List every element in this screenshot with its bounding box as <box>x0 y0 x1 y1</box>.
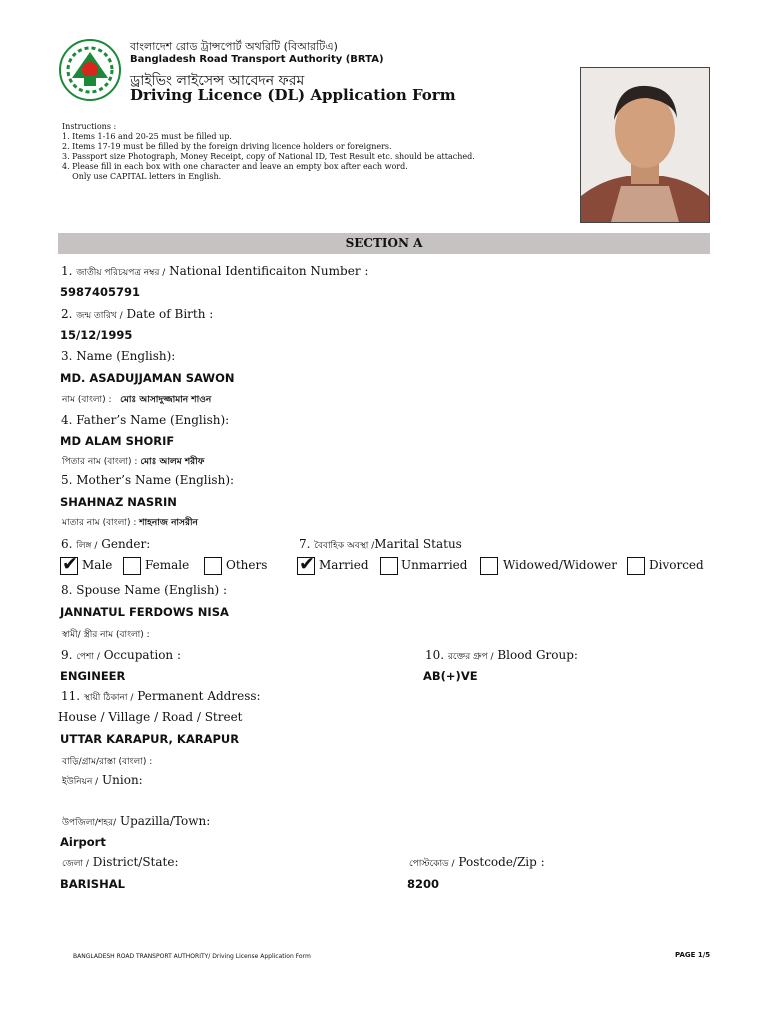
marital-married-checkbox[interactable] <box>297 553 315 575</box>
mother-name-value: SHAHNAZ NASRIN <box>60 495 177 509</box>
father-name-label: 4. Father’s Name (English): <box>61 413 230 427</box>
occupation-value: ENGINEER <box>60 669 126 683</box>
nid-label: 1. জাতীয় পরিচয়পত্র নম্বর / National Identificaiton Number : <box>61 264 369 278</box>
marital-married-label: Married <box>319 558 369 572</box>
name-bn: নাম (বাংলা) : মোঃ আসাদুজ্জামান শাওন <box>62 395 212 405</box>
union-label: ইউনিয়ন / Union: <box>62 773 143 787</box>
house-label: House / Village / Road / Street <box>58 710 243 724</box>
district-value: BARISHAL <box>60 877 125 891</box>
mother-name-bn: মাতার নাম (বাংলা) : শাহনাজ নাসরীন <box>62 518 198 528</box>
upazila-value: Airport <box>60 835 106 849</box>
gender-female-checkbox[interactable] <box>123 557 141 575</box>
spouse-name-label: 8. Spouse Name (English) : <box>61 583 228 597</box>
form-title: Driving Licence (DL) Application Form <box>130 86 456 104</box>
postcode-value: 8200 <box>407 877 440 891</box>
upazila-label: উপজিলা/শহর/ Upazilla/Town: <box>62 814 211 828</box>
dob-label: 2. জন্ম তারিখ / Date of Birth : <box>61 307 214 321</box>
mother-name-label: 5. Mother’s Name (English): <box>61 473 235 487</box>
instructions: Instructions : 1. Items 1-16 and 20-25 must be filled up. 2. Items 17-19 must be filled by the foreign driving licence holders or foreigners. 3. Passport size Photograph, Money Receipt, copy of National ID, Test Result etc. should be attached. 4. Please fill in each box with one character and leave an empty box after each word. Only use CAPITAL letters in English. <box>62 122 475 181</box>
form-title-bn: ড্রাইভিং লাইসেন্স আবেদন ফরম <box>130 73 305 89</box>
gender-label: 6. লিঙ্গ / Gender: <box>61 537 151 551</box>
spouse-name-bn: স্বামী/ স্ত্রীর নাম (বাংলা) : <box>62 630 150 640</box>
marital-unmarried-label: Unmarried <box>401 558 468 572</box>
district-label: জেলা / District/State: <box>62 855 179 869</box>
blood-group-value: AB(+)VE <box>423 669 478 683</box>
check-icon: ✔ <box>62 553 78 575</box>
spouse-name-value: JANNATUL FERDOWS NISA <box>60 605 229 619</box>
name-value: MD. ASADUJJAMAN SAWON <box>60 371 235 385</box>
dob-value: 15/12/1995 <box>60 328 133 342</box>
check-icon: ✔ <box>299 553 315 575</box>
marital-divorced-label: Divorced <box>649 558 704 572</box>
father-name-value: MD ALAM SHORIF <box>60 434 175 448</box>
postcode-label: পোস্টকোড / Postcode/Zip : <box>409 855 545 869</box>
occupation-label: 9. পেশা / Occupation : <box>61 648 182 662</box>
house-value: UTTAR KARAPUR, KARAPUR <box>60 732 240 746</box>
section-title: SECTION A <box>345 236 423 250</box>
section-a-header <box>58 233 710 254</box>
org-name-bn: বাংলাদেশ রোড ট্রান্সপোর্ট অথরিটি (বিআরটিএ) <box>130 40 338 53</box>
house-bn-label: বাড়ি/গ্রাম/রাস্তা (বাংলা) : <box>62 757 153 767</box>
name-label: 3. Name (English): <box>61 349 176 363</box>
gender-male-label: Male <box>82 558 113 572</box>
marital-divorced-checkbox[interactable] <box>627 557 645 575</box>
nid-value: 5987405791 <box>60 285 141 299</box>
blood-group-label: 10. রক্তের গ্রুপ / Blood Group: <box>425 648 578 662</box>
applicant-photo <box>580 67 710 223</box>
marital-widowed-label: Widowed/Widower <box>503 558 617 572</box>
org-name-en: Bangladesh Road Transport Authority (BRTA) <box>130 54 384 65</box>
marital-widowed-checkbox[interactable] <box>480 557 498 575</box>
marital-unmarried-checkbox[interactable] <box>380 557 398 575</box>
footer-text: BANGLADESH ROAD TRANSPORT AUTHORITY/ Driving License Application Form <box>73 953 311 960</box>
gender-female-label: Female <box>145 558 190 572</box>
gender-others-checkbox[interactable] <box>204 557 222 575</box>
gender-others-label: Others <box>226 558 268 572</box>
page-number: PAGE 1/5 <box>675 951 711 959</box>
brta-logo <box>58 38 122 102</box>
father-name-bn: পিতার নাম (বাংলা) : মোঃ আলম শরীফ <box>62 457 205 467</box>
permanent-address-label: 11. স্থায়ী ঠিকানা / Permanent Address: <box>61 689 261 703</box>
marital-status-label: 7. বৈবাহিক অবস্থা /Marital Status <box>299 537 462 551</box>
gender-male-checkbox[interactable] <box>60 553 78 575</box>
